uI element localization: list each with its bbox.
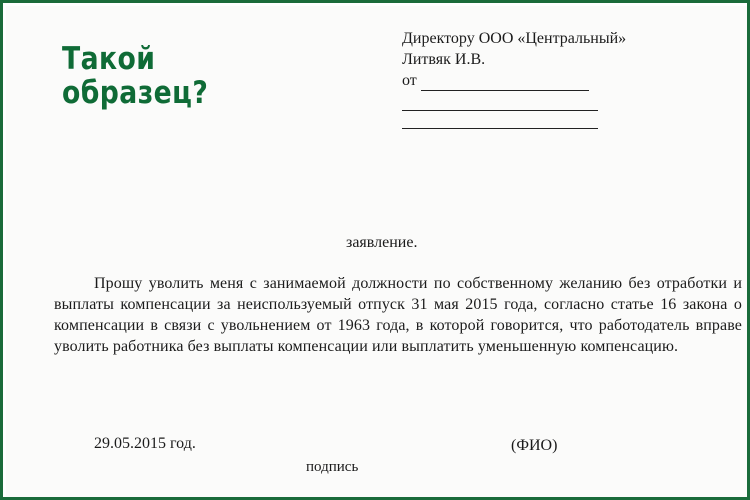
scanned-page [6, 6, 750, 500]
from-blank-line-2 [402, 110, 598, 111]
addressee-from-row [402, 70, 626, 91]
addressee-recipient: Директору ООО «Центральный» [402, 30, 627, 47]
from-blank-line [421, 76, 589, 91]
addressee-name: Литвяк И.В. [402, 51, 486, 68]
document-date: 29.05.2015 год. [94, 435, 196, 452]
from-label: от [402, 72, 417, 89]
overlay-caption-line-1: Такой [62, 41, 156, 77]
fio-label: (ФИО) [511, 437, 558, 454]
from-blank-line-3 [402, 128, 598, 129]
signature-label: подпись [306, 459, 359, 475]
overlay-caption [62, 42, 208, 110]
document-body: Прошу уволить меня с занимаемой должности по собственному желанию без отработки и выплаты компенсации за неиспользуемый отпуск 31 мая 2015 года, согласно статье 16 закона о компенсации в связи с увольнением от 1963 года, в которой говорится, что работодатель вправе уволить работника без выплаты компенсации или выплатить уменьшенную компенсацию. [54, 275, 742, 355]
overlay-caption-line-2: образец? [62, 75, 209, 111]
document-title: заявление. [346, 234, 418, 251]
addressee-block [402, 28, 626, 91]
